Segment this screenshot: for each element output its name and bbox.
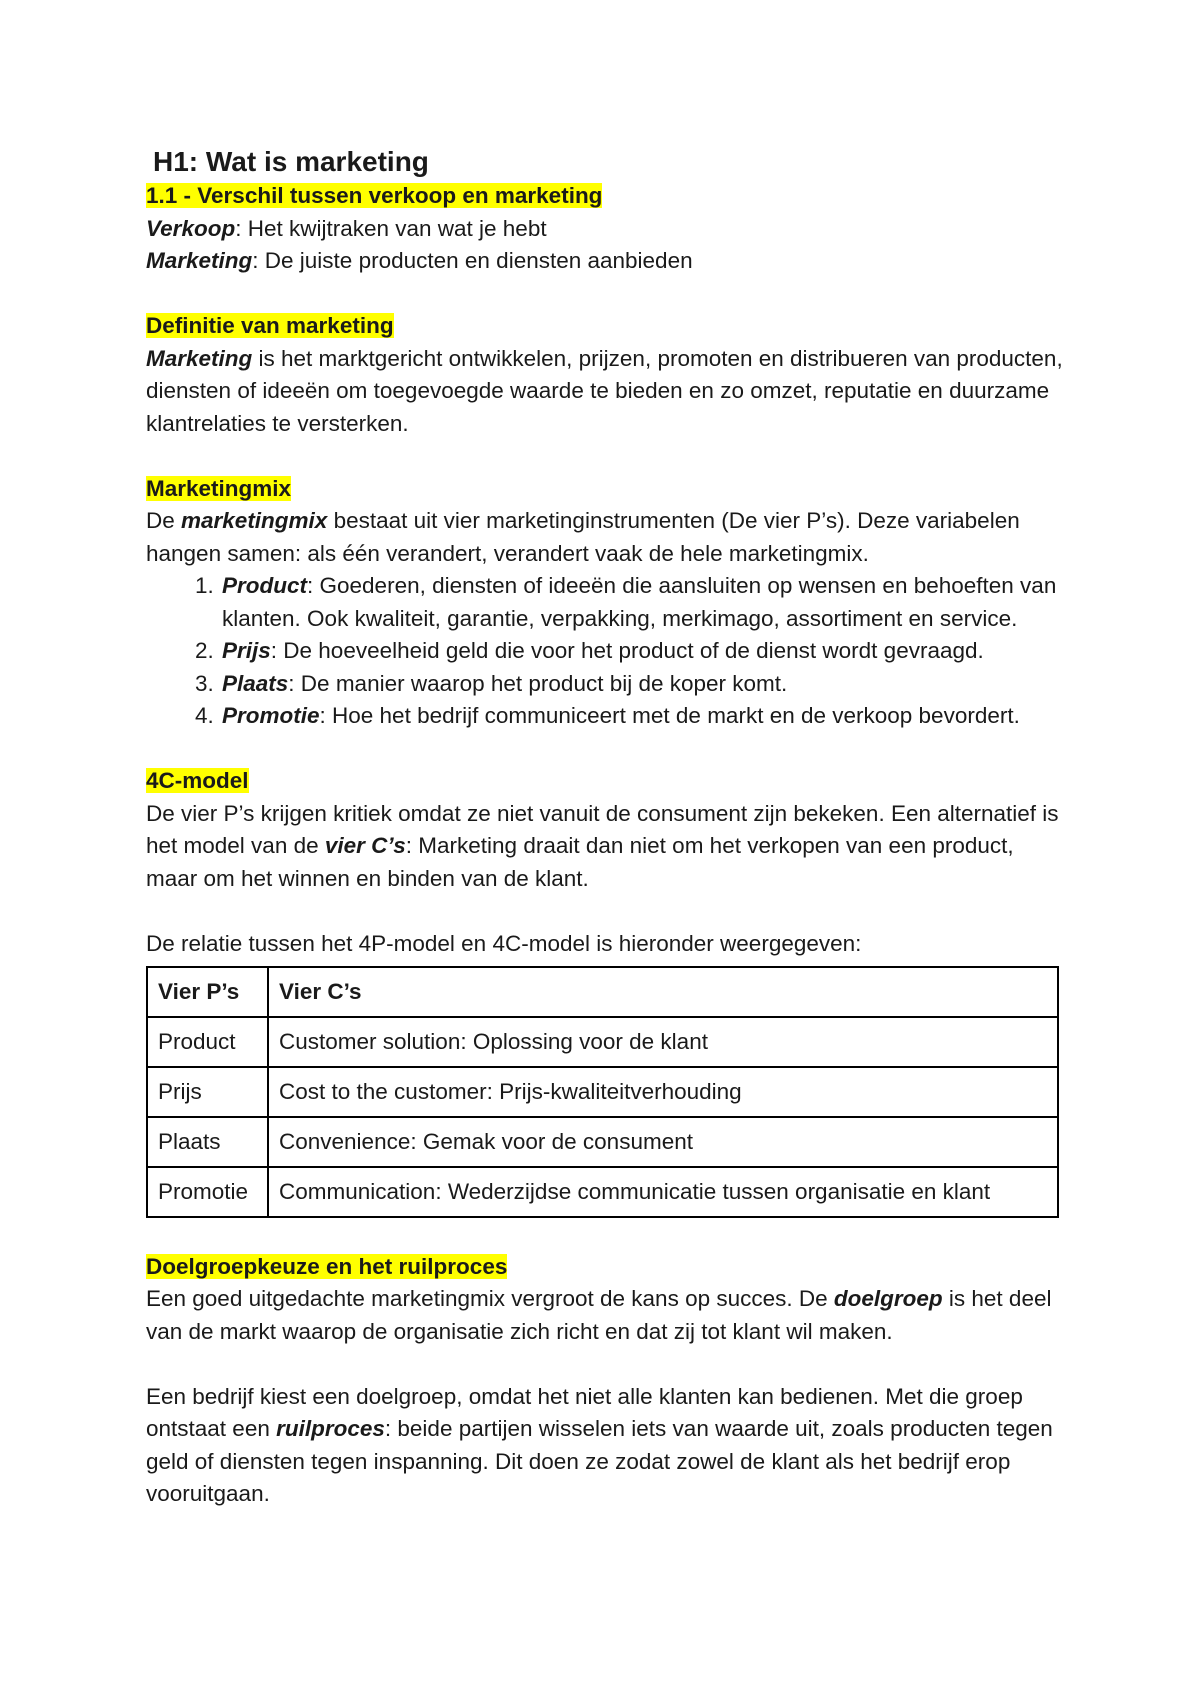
table-row (147, 1017, 1058, 1067)
table-cell: Customer solution: Oplossing voor de klant (268, 1017, 1058, 1067)
list-item-product: 1. Product: Goederen, diensten of ideeën die aansluiten op wensen en behoeften van klanten. Ook kwaliteit, garantie, verpakking, merkimago, assortiment en service. (220, 570, 1066, 635)
marketingmix-list (146, 570, 1066, 733)
list-item-prijs: 2. Prijs: De hoeveelheid geld die voor het product of de dienst wordt gevraagd. (220, 635, 1066, 668)
list-item-promotie: 4. Promotie: Hoe het bedrijf communiceert met de markt en de verkoop bevordert. (220, 700, 1066, 733)
table-cell: Plaats (147, 1117, 268, 1167)
table-cell: Promotie (147, 1167, 268, 1217)
4p-4c-table (146, 966, 1059, 1218)
table-cell: Prijs (147, 1067, 268, 1117)
section-heading-doelgroep: Doelgroepkeuze en het ruilproces (146, 1253, 508, 1279)
4c-paragraph: De vier P’s krijgen kritiek omdat ze niet vanuit de consument zijn bekeken. Een alternatief is het model van de vier C’s: Marketing draait dan niet om het verkopen van een product, maar om het winnen en binden van de klant. (146, 800, 1059, 891)
list-item-plaats: 3. Plaats: De manier waarop het product bij de koper komt. (220, 668, 1066, 701)
section-heading-definitie: Definitie van marketing (146, 313, 394, 338)
table-row (147, 1117, 1058, 1167)
ruilproces-paragraph: Een bedrijf kiest een doelgroep, omdat het niet alle klanten kan bedienen. Met die groep ontstaat een ruilproces: beide partijen wisselen iets van waarde uit, zoals producten tegen geld of diensten tegen inspanning. Dit doen ze zodat zowel de klant als het bedrijf erop vooruitgaan. (146, 1383, 1053, 1506)
document-body (146, 144, 1066, 1511)
table-cell: Communication: Wederzijdse communicatie tussen organisatie en klant (268, 1167, 1058, 1217)
table-cell: Product (147, 1017, 268, 1067)
definitie-paragraph: Marketing is het marktgericht ontwikkelen, prijzen, promoten en distribueren van producten, diensten of ideeën om toegevoegde waarde te bieden en zo omzet, reputatie en duurzame klantrelaties te versterken. (146, 345, 1063, 436)
marketing-term: Marketing (146, 248, 253, 273)
doelgroep-paragraph: Een goed uitgedachte marketingmix vergroot de kans op succes. De doelgroep is het deel van de markt waarop de organisatie zich richt en dat zij tot klant wil maken. (146, 1286, 1052, 1344)
table-intro: De relatie tussen het 4P-model en 4C-model is hieronder weergegeven: (146, 930, 862, 956)
table-header-row (147, 967, 1058, 1017)
verkoop-definition: Verkoop: Het kwijtraken van wat je hebt (146, 215, 547, 241)
table-header-cell: Vier C’s (268, 967, 1058, 1017)
table-header-cell: Vier P’s (147, 967, 268, 1017)
section-heading-4c-model: 4C-model (146, 768, 249, 793)
page-title: H1: Wat is marketing (153, 146, 429, 177)
section-heading-marketingmix: Marketingmix (146, 475, 292, 501)
marketingmix-intro: De marketingmix bestaat uit vier marketinginstrumenten (De vier P’s). Deze variabelen hangen samen: als één verandert, verandert vaak de hele marketingmix. (146, 508, 1020, 566)
table-cell: Convenience: Gemak voor de consument (268, 1117, 1058, 1167)
section-heading-verschil: 1.1 - Verschil tussen verkoop en marketing (146, 183, 603, 208)
table-row (147, 1167, 1058, 1217)
table-row (147, 1067, 1058, 1117)
marketing-definition: Marketing: De juiste producten en diensten aanbieden (146, 248, 693, 273)
verkoop-term: Verkoop (146, 215, 236, 241)
table-cell: Cost to the customer: Prijs-kwaliteitverhouding (268, 1067, 1058, 1117)
